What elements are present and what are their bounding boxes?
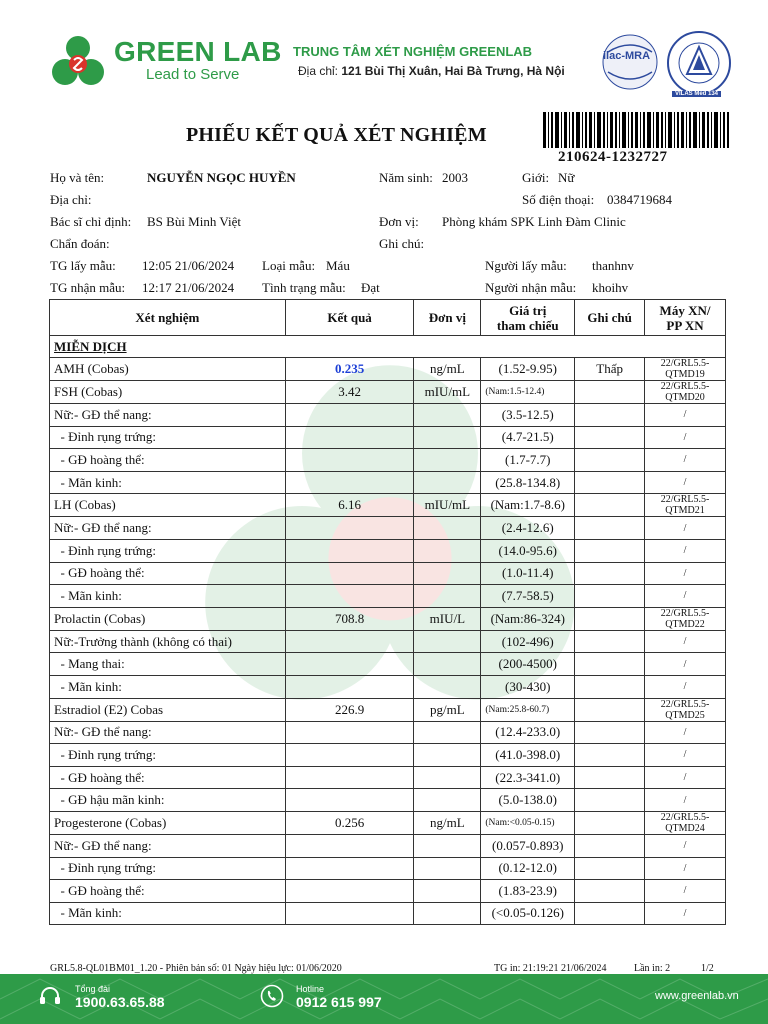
cell-result	[285, 766, 414, 789]
cell-note	[575, 744, 645, 767]
table-row	[50, 471, 726, 494]
birth-year: 2003	[442, 170, 468, 185]
cell-result	[285, 789, 414, 812]
machine-line2: QTMD25	[665, 709, 705, 721]
cell-note	[575, 585, 645, 608]
machine-line1: /	[683, 545, 687, 557]
machine-line1: 22/GRL5.5-	[660, 698, 710, 710]
cell-result: 0.256	[285, 811, 414, 834]
brand-tagline: Lead to Serve	[146, 66, 240, 83]
table-row	[50, 539, 726, 562]
accreditation-seal-icon	[666, 30, 732, 96]
lab-center-address	[298, 64, 565, 78]
receive-time: 12:17 21/06/2024	[142, 280, 235, 295]
sample-type-label: Loại mẫu:	[262, 258, 316, 273]
cell-test: - Mãn kinh:	[50, 902, 286, 925]
table-row	[50, 562, 726, 585]
cell-test: - GĐ hoàng thể:	[50, 562, 286, 585]
machine-line1: /	[683, 590, 687, 602]
table-row	[50, 744, 726, 767]
cell-note	[575, 811, 645, 834]
cell-unit	[414, 744, 481, 767]
cell-result	[285, 675, 414, 698]
sample-time-label: TG lấy mẫu:	[50, 258, 116, 273]
cell-unit	[414, 880, 481, 903]
header-reference	[481, 300, 575, 336]
cell-reference: (41.0-398.0)	[481, 744, 575, 767]
cell-machine	[645, 607, 726, 630]
cell-result	[285, 880, 414, 903]
cell-result: 226.9	[285, 698, 414, 721]
table-row	[50, 811, 726, 834]
phone-icon	[260, 984, 284, 1008]
cell-note	[575, 653, 645, 676]
cell-note	[575, 562, 645, 585]
cell-reference: (1.0-11.4)	[481, 562, 575, 585]
lab-center-name: TRUNG TÂM XÉT NGHIỆM GREENLAB	[293, 44, 533, 59]
cell-machine	[645, 653, 726, 676]
cell-unit	[414, 721, 481, 744]
ilac-mra-text: ilac-MRA	[603, 50, 651, 62]
cell-unit	[414, 585, 481, 608]
table-row	[50, 517, 726, 540]
machine-line1: 22/GRL5.5-	[660, 607, 710, 619]
patient-name: NGUYỄN NGỌC HUYỀN	[147, 170, 296, 185]
website-link[interactable]: www.greenlab.vn	[655, 990, 739, 1002]
cell-result	[285, 653, 414, 676]
machine-line1: /	[683, 885, 687, 897]
cell-note	[575, 721, 645, 744]
machine-line1: /	[683, 794, 687, 806]
cell-machine	[645, 539, 726, 562]
table-row	[50, 766, 726, 789]
cell-reference: (25.8-134.8)	[481, 471, 575, 494]
cell-test: Nữ:- GĐ thể nang:	[50, 834, 286, 857]
cell-reference: (<0.05-0.126)	[481, 902, 575, 925]
cell-machine	[645, 766, 726, 789]
machine-line1: /	[683, 907, 687, 919]
header-machine	[645, 300, 726, 336]
cell-reference: (1.83-23.9)	[481, 880, 575, 903]
cell-result	[285, 721, 414, 744]
cell-unit	[414, 834, 481, 857]
cell-unit: mIU/L	[414, 607, 481, 630]
machine-line1: 22/GRL5.5-	[660, 494, 710, 506]
print-count: Lần in: 2	[634, 963, 671, 974]
header-note: Ghi chú	[575, 300, 645, 336]
cell-unit	[414, 426, 481, 449]
doctor: BS Bùi Minh Việt	[147, 214, 241, 229]
cell-note	[575, 880, 645, 903]
cell-reference: (3.5-12.5)	[481, 404, 575, 427]
cell-unit: ng/mL	[414, 358, 481, 381]
table-row	[50, 880, 726, 903]
cell-reference: (1.7-7.7)	[481, 449, 575, 472]
cell-machine	[645, 404, 726, 427]
cell-note	[575, 857, 645, 880]
cell-reference: (0.057-0.893)	[481, 834, 575, 857]
cell-note	[575, 404, 645, 427]
header-unit: Đơn vị	[414, 300, 481, 336]
cell-reference: (4.7-21.5)	[481, 426, 575, 449]
sample-status: Đạt	[361, 280, 380, 295]
cell-reference: (Nam:<0.05-0.15)	[481, 811, 575, 834]
switchboard-label: Tổng đài	[75, 984, 111, 994]
machine-line2: QTMD22	[665, 618, 705, 630]
cell-test: - Đỉnh rụng trứng:	[50, 857, 286, 880]
cell-reference: (102-496)	[481, 630, 575, 653]
cell-unit	[414, 562, 481, 585]
phone: 0384719684	[607, 192, 672, 207]
receive-time-label: TG nhận mẫu:	[50, 280, 126, 295]
section-row	[50, 336, 726, 358]
phone-label: Số điện thoại:	[522, 192, 595, 207]
cell-machine	[645, 880, 726, 903]
machine-line1: 22/GRL5.5-	[660, 381, 710, 392]
cell-note	[575, 517, 645, 540]
doctor-label: Bác sĩ chỉ định:	[50, 214, 132, 229]
vilas-badge: VILAS Med 134	[672, 91, 721, 97]
cell-result	[285, 449, 414, 472]
cell-reference: (Nam:25.8-60.7)	[481, 698, 575, 721]
cell-note	[575, 471, 645, 494]
cell-note	[575, 449, 645, 472]
machine-line1: /	[683, 522, 687, 534]
cell-reference: (5.0-138.0)	[481, 789, 575, 812]
cell-machine	[645, 585, 726, 608]
ilac-mra-logo-icon	[600, 32, 660, 92]
cell-note	[575, 381, 645, 404]
cell-note	[575, 426, 645, 449]
table-row	[50, 698, 726, 721]
table-row	[50, 449, 726, 472]
cell-unit	[414, 517, 481, 540]
machine-line1: /	[683, 431, 687, 443]
table-row	[50, 630, 726, 653]
unit-label: Đơn vị:	[379, 214, 419, 229]
table-row	[50, 675, 726, 698]
cell-test: - Đỉnh rụng trứng:	[50, 426, 286, 449]
machine-line1: 22/GRL5.5-	[660, 358, 710, 369]
table-row	[50, 721, 726, 744]
cell-unit	[414, 471, 481, 494]
page-number: 1/2	[701, 963, 714, 974]
table-row	[50, 585, 726, 608]
cell-machine	[645, 811, 726, 834]
cell-machine	[645, 630, 726, 653]
greenlab-logo-icon	[48, 34, 108, 94]
header-test: Xét nghiệm	[50, 300, 286, 336]
cell-result: 708.8	[285, 607, 414, 630]
cell-unit	[414, 766, 481, 789]
table-header-row	[50, 300, 726, 336]
cell-machine	[645, 675, 726, 698]
cell-reference: (200-4500)	[481, 653, 575, 676]
address-label: Địa chỉ:	[298, 64, 339, 78]
cell-machine	[645, 381, 726, 404]
address-label: Địa chỉ:	[50, 192, 92, 207]
barcode-number: 210624-1232727	[558, 149, 668, 165]
cell-test: Nữ:- GĐ thể nang:	[50, 517, 286, 540]
cell-machine	[645, 358, 726, 381]
collector: thanhnv	[592, 258, 634, 273]
results-table	[49, 299, 726, 925]
header-machine-line1: Máy XN/	[659, 302, 711, 318]
section-title: MIỄN DỊCH	[50, 336, 726, 358]
diagnosis-label: Chẩn đoán:	[50, 236, 110, 251]
machine-line1: /	[683, 772, 687, 784]
cell-unit	[414, 857, 481, 880]
cell-unit	[414, 404, 481, 427]
cell-unit	[414, 630, 481, 653]
cell-note	[575, 766, 645, 789]
machine-line1: /	[683, 749, 687, 761]
cell-machine	[645, 426, 726, 449]
cell-result	[285, 562, 414, 585]
cell-test: Prolactin (Cobas)	[50, 607, 286, 630]
cell-reference: (7.7-58.5)	[481, 585, 575, 608]
sample-type: Máu	[326, 258, 350, 273]
gender: Nữ	[558, 170, 575, 185]
cell-machine	[645, 834, 726, 857]
machine-line2: QTMD21	[665, 505, 705, 517]
cell-unit	[414, 675, 481, 698]
cell-reference: (12.4-233.0)	[481, 721, 575, 744]
brand-name: GREEN LAB	[114, 36, 282, 67]
machine-line2: QTMD19	[665, 369, 705, 380]
cell-test: - Đỉnh rụng trứng:	[50, 744, 286, 767]
table-row	[50, 857, 726, 880]
cell-result	[285, 857, 414, 880]
cell-machine	[645, 471, 726, 494]
machine-line1: /	[683, 840, 687, 852]
cell-test: - Mãn kinh:	[50, 471, 286, 494]
document-title: PHIẾU KẾT QUẢ XÉT NGHIỆM	[186, 124, 487, 146]
cell-unit	[414, 539, 481, 562]
cell-test: Nữ:-Trưởng thành (không có thai)	[50, 630, 286, 653]
machine-line1: /	[683, 726, 687, 738]
cell-result	[285, 834, 414, 857]
cell-reference: (Nam:86-324)	[481, 607, 575, 630]
cell-test: - Mãn kinh:	[50, 675, 286, 698]
cell-note	[575, 539, 645, 562]
cell-test: - Mang thai:	[50, 653, 286, 676]
cell-note	[575, 789, 645, 812]
cell-test: - Đỉnh rụng trứng:	[50, 539, 286, 562]
cell-test: Nữ:- GĐ thể nang:	[50, 721, 286, 744]
machine-line1: /	[683, 454, 687, 466]
cell-test: FSH (Cobas)	[50, 381, 286, 404]
cell-machine	[645, 789, 726, 812]
switchboard-number: 1900.63.65.88	[75, 994, 165, 1010]
patient-name-label: Họ và tên:	[50, 170, 105, 185]
table-row	[50, 358, 726, 381]
cell-unit	[414, 789, 481, 812]
machine-line1: /	[683, 477, 687, 489]
cell-result	[285, 517, 414, 540]
receiver-label: Người nhận mẫu:	[485, 280, 577, 295]
table-row	[50, 789, 726, 812]
address-value: 121 Bùi Thị Xuân, Hai Bà Trưng, Hà Nội	[341, 64, 565, 78]
machine-line1: /	[683, 658, 687, 670]
cell-reference: (Nam:1.5-12.4)	[481, 381, 575, 404]
cell-machine	[645, 449, 726, 472]
cell-result: 3.42	[285, 381, 414, 404]
cell-reference: (14.0-95.6)	[481, 539, 575, 562]
machine-line1: /	[683, 862, 687, 874]
table-row	[50, 426, 726, 449]
cell-machine	[645, 857, 726, 880]
cell-result	[285, 539, 414, 562]
cell-result	[285, 902, 414, 925]
cell-test: - Mãn kinh:	[50, 585, 286, 608]
cell-result	[285, 585, 414, 608]
table-row	[50, 404, 726, 427]
barcode-icon	[543, 112, 729, 148]
machine-line1: /	[683, 636, 687, 648]
cell-result	[285, 426, 414, 449]
cell-test: AMH (Cobas)	[50, 358, 286, 381]
sample-time: 12:05 21/06/2024	[142, 258, 235, 273]
cell-note	[575, 675, 645, 698]
cell-test: LH (Cobas)	[50, 494, 286, 517]
form-code: GRL5.8-QL01BM01_1.20 - Phiên bản số: 01 Ngày hiệu lực: 01/06/2020	[50, 963, 342, 974]
cell-unit	[414, 653, 481, 676]
machine-line1: /	[683, 409, 687, 421]
cell-result	[285, 404, 414, 427]
cell-reference: (1.52-9.95)	[481, 358, 575, 381]
header-result: Kết quả	[285, 300, 414, 336]
header-machine-line2: PP XN	[666, 317, 704, 333]
cell-reference: (2.4-12.6)	[481, 517, 575, 540]
machine-line1: 22/GRL5.5-	[660, 811, 710, 823]
header-reference-line1: Giá trị	[509, 302, 547, 318]
cell-result	[285, 744, 414, 767]
cell-machine	[645, 902, 726, 925]
cell-test: - GĐ hậu mãn kinh:	[50, 789, 286, 812]
cell-note: Thấp	[575, 358, 645, 381]
cell-machine	[645, 698, 726, 721]
cell-reference: (Nam:1.7-8.6)	[481, 494, 575, 517]
cell-test: - GĐ hoàng thể:	[50, 766, 286, 789]
headset-icon	[38, 984, 62, 1008]
cell-note	[575, 902, 645, 925]
cell-result	[285, 630, 414, 653]
cell-test: Nữ:- GĐ thể nang:	[50, 404, 286, 427]
cell-machine	[645, 517, 726, 540]
cell-test: - GĐ hoàng thể:	[50, 449, 286, 472]
machine-line1: /	[683, 681, 687, 693]
machine-line2: QTMD24	[665, 822, 705, 834]
cell-reference: (22.3-341.0)	[481, 766, 575, 789]
cell-test: Progesterone (Cobas)	[50, 811, 286, 834]
cell-unit	[414, 902, 481, 925]
receiver: khoihv	[592, 280, 629, 295]
hotline-number: 0912 615 997	[296, 994, 382, 1010]
collector-label: Người lấy mẫu:	[485, 258, 567, 273]
note-label: Ghi chú:	[379, 236, 425, 251]
hotline-label: Hotline	[296, 984, 325, 994]
table-row	[50, 902, 726, 925]
print-time: TG in: 21:19:21 21/06/2024	[494, 963, 607, 974]
cell-unit: mIU/mL	[414, 381, 481, 404]
machine-line2: QTMD20	[665, 392, 705, 403]
cell-unit: pg/mL	[414, 698, 481, 721]
cell-result: 0.235	[285, 358, 414, 381]
table-row	[50, 834, 726, 857]
cell-reference: (0.12-12.0)	[481, 857, 575, 880]
cell-reference: (30-430)	[481, 675, 575, 698]
cell-test: - GĐ hoàng thể:	[50, 880, 286, 903]
cell-unit	[414, 449, 481, 472]
cell-unit: ng/mL	[414, 811, 481, 834]
cell-result: 6.16	[285, 494, 414, 517]
sample-status-label: Tình trạng mẫu:	[262, 280, 346, 295]
table-row	[50, 381, 726, 404]
cell-note	[575, 630, 645, 653]
table-row	[50, 607, 726, 630]
header-reference-line2: tham chiếu	[496, 317, 559, 333]
machine-line1: /	[683, 567, 687, 579]
cell-machine	[645, 494, 726, 517]
cell-note	[575, 494, 645, 517]
table-row	[50, 653, 726, 676]
cell-machine	[645, 721, 726, 744]
unit: Phòng khám SPK Linh Đàm Clinic	[442, 214, 626, 229]
cell-note	[575, 834, 645, 857]
cell-note	[575, 698, 645, 721]
cell-test: Estradiol (E2) Cobas	[50, 698, 286, 721]
cell-machine	[645, 562, 726, 585]
cell-result	[285, 471, 414, 494]
cell-machine	[645, 744, 726, 767]
birth-year-label: Năm sinh:	[379, 170, 433, 185]
cell-unit: mIU/mL	[414, 494, 481, 517]
table-row	[50, 494, 726, 517]
gender-label: Giới:	[522, 170, 550, 185]
cell-note	[575, 607, 645, 630]
